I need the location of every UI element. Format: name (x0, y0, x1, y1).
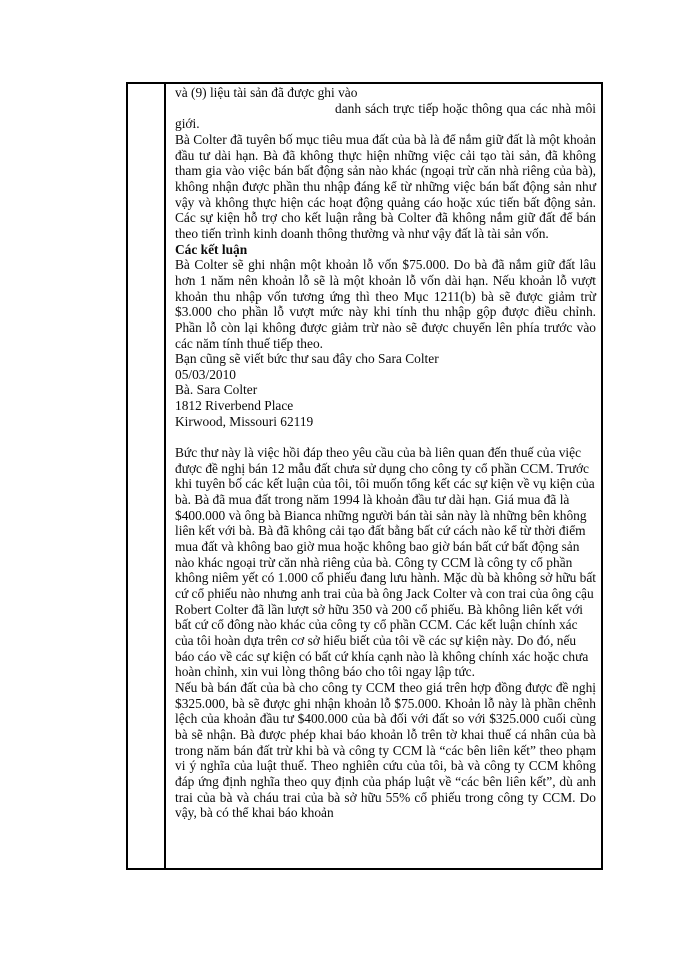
letter-intro-line: Bạn cũng sẽ viết bức thư sau đây cho Sara Colter (175, 351, 439, 367)
letter-address-city: Kirwood, Missouri 62119 (175, 413, 314, 429)
fill-in-line: và (9) liệu tài sản đã được ghi vào (175, 85, 358, 100)
letter-recipient-name: Bà. Sara Colter (175, 382, 258, 398)
letter-address-street: 1812 Riverbend Place (175, 398, 294, 414)
fill-in-continuation: danh sách trực tiếp hoặc thông qua các nhà môi giới. (175, 100, 596, 132)
letter-date: 05/03/2010 (175, 366, 237, 382)
conclusions-paragraph: Bà Colter sẽ ghi nhận một khoản lỗ vốn $75.000. Do bà đã nắm giữ đất lâu hơn 1 năm nên khoản lỗ sẽ là một khoản lỗ vốn dài hạn. Nếu khoản lỗ vượt khoản thu nhập vốn tương ứng thì theo Mục 1211(b) bà sẽ được giảm trừ $3.000 cho phần lỗ vượt mức này khi tính thu nhập gộp được điều chỉnh. Phần lỗ còn lại không được giảm trừ nào sẽ được chuyển lên phía trước vào các năm tính thuế tiếp theo. (175, 257, 596, 351)
letter-salutation: Bức thư này là việc hồi đáp theo yêu cầu của bà liên quan đến thuế của việc được đề nghị bán 12 mẫu đất chưa sử dụng cho công ty cổ phần CCM. Trước khi tuyên bố các kết luận của tôi, tôi muốn tổng kết các sự kiện về vụ kiện của bà. Bà đã mua đất trong năm 1994 là khoản đầu tư dài hạn. Giá mua đã là $400.000 và ông bà Bianca những người bán tài sản này là những bên không liên kết với bà. Bà đã không cải tạo đất bằng bất cứ cách nào kể từ thời điểm mua đất và không bao giờ mua hoặc không bao giờ bán bất cứ bất động sản nào khác ngoại trừ căn nhà riêng của bà. Công ty CCM là công ty cổ phần không niêm yết có 1.000 cổ phiếu đang lưu hành. Mặc dù bà không sở hữu bất cứ cổ phiếu nào nhưng anh trai của bà ông Jack Colter và con trai của ông cậu Robert Colter đã lần lượt sở hữu 350 và 200 cổ phiếu. Bà không liên kết với bất cứ cổ đông nào khác của công ty cổ phần CCM. Các kết luận chính xác của tôi hoàn dựa trên cơ sở hiểu biết của tôi về các sự kiện này. Do đó, nếu báo cáo về các sự kiện có bất cứ khía cạnh nào là không chính xác hoặc chưa hoàn chỉnh, xin vui lòng thông báo cho tôi ngay lập tức. (175, 445, 597, 680)
letter-body-paragraph-1: Nếu bà bán đất của bà cho công ty CCM theo giá trên hợp đồng được đề nghị $325.000, bà sẽ được ghi nhận khoản lỗ $75.000. Khoản lỗ này là phần chênh lệch của khoản đầu tư $400.000 của bà đối với đất so với $325.000 cuối cùng bà sẽ nhận. Bà được phép khai báo khoản lỗ trên tờ khai thuế cá nhân của bà trong năm bán đất trừ khi bà và công ty CCM là “các bên liên kết” theo phạm vi ý nghĩa của luật thuế. Theo nghiên cứu của tôi, bà và công ty CCM không đáp ứng định nghĩa theo quy định của pháp luật về “các bên liên kết”, dù anh trai của bà và cháu trai của bà sở hữu 55% cổ phiếu trong công ty CCM. Do vậy, bà có thể khai báo khoản (175, 679, 596, 821)
table-text-cell (166, 84, 601, 868)
facts-paragraph: Bà Colter đã tuyên bố mục tiêu mua đất của bà là để nắm giữ đất là một khoản đầu tư dài hạn. Bà đã không thực hiện những việc cải tạo tài sản, đã không tham gia vào việc bán bất động sản nào khác (ngoại trừ căn nhà riêng của bà), không nhận được phần thu nhập đáng kể từ những việc bán bất động sản như vậy và không thực hiện các hoạt động quảng cáo hoặc xúc tiến bất động sản. Các sự kiện hỗ trợ cho kết luận rằng bà Colter đã không nắm giữ đất để bán theo tiến trình kinh doanh thông thường và như vậy đất là tài sản vốn. (175, 131, 596, 241)
document-table (126, 82, 603, 870)
blank-line (175, 429, 596, 445)
table-left-margin-cell (128, 84, 166, 868)
conclusions-heading: Các kết luận (175, 241, 248, 257)
